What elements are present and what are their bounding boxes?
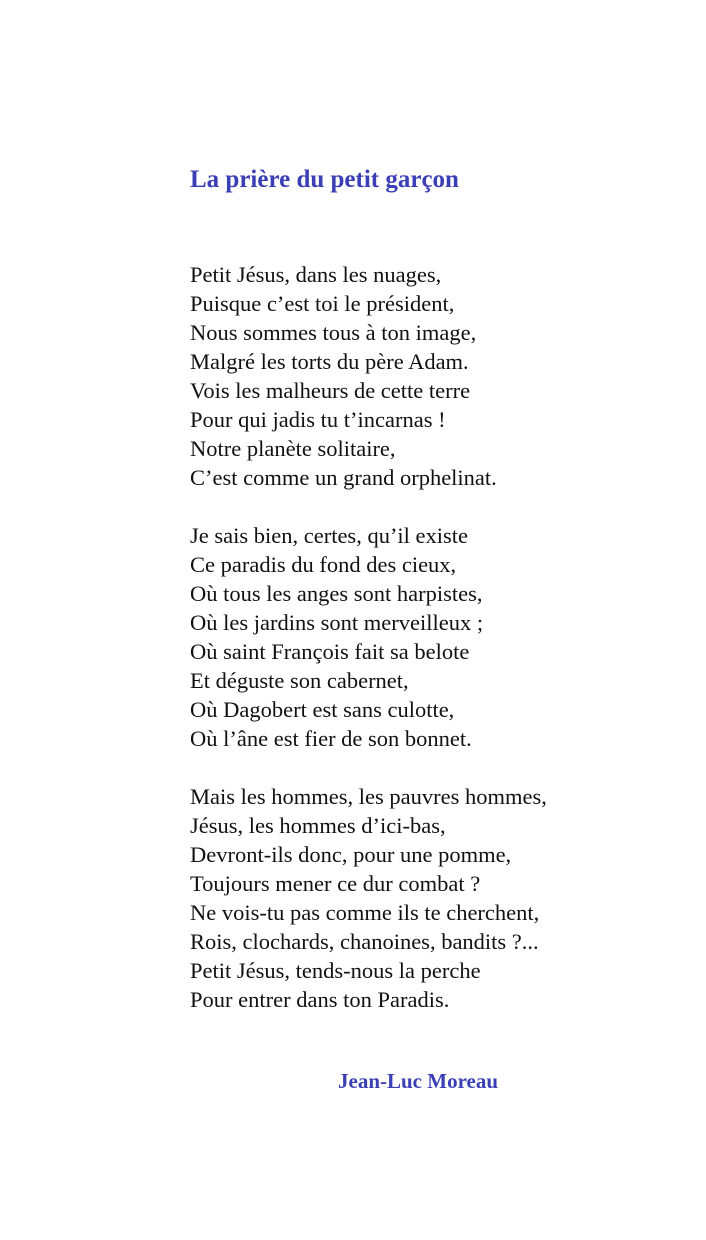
poem-line: Petit Jésus, tends-nous la perche (190, 958, 481, 983)
poem-line: Toujours mener ce dur combat ? (190, 871, 481, 896)
poem-line: Ce paradis du fond des cieux, (190, 552, 457, 577)
poem-line: Où saint François fait sa belote (190, 639, 470, 664)
poem-line: Où les jardins sont merveilleux ; (190, 610, 484, 635)
poem-line: Pour qui jadis tu t’incarnas ! (190, 407, 446, 432)
poem-line: Où l’âne est fier de son bonnet. (190, 726, 472, 751)
poem-author: Jean-Luc Moreau (338, 1069, 499, 1093)
poem-line: Malgré les torts du père Adam. (190, 349, 469, 374)
poem-line: Je sais bien, certes, qu’il existe (190, 523, 469, 548)
stanza-1 (190, 260, 670, 492)
poem-line: Vois les malheurs de cette terre (190, 378, 471, 403)
poem-line: Notre planète solitaire, (190, 436, 396, 461)
poem-line: Et déguste son cabernet, (190, 668, 409, 693)
poem-line: Rois, clochards, chanoines, bandits ?... (190, 929, 539, 954)
stanza-3 (190, 782, 670, 1014)
poem-body (190, 260, 670, 1043)
poem-line: Ne vois-tu pas comme ils te cherchent, (190, 900, 540, 925)
poem-line: Où Dagobert est sans culotte, (190, 697, 455, 722)
poem-line: Pour entrer dans ton Paradis. (190, 987, 450, 1012)
poem-line: Nous sommes tous à ton image, (190, 320, 477, 345)
poem-title: La prière du petit garçon (190, 166, 459, 193)
poem-line: C’est comme un grand orphelinat. (190, 465, 497, 490)
poem-line: Devront-ils donc, pour une pomme, (190, 842, 512, 867)
poem-line: Puisque c’est toi le président, (190, 291, 455, 316)
poem-line: Petit Jésus, dans les nuages, (190, 262, 442, 287)
poem-line: Mais les hommes, les pauvres hommes, (190, 784, 547, 809)
poem-line: Où tous les anges sont harpistes, (190, 581, 483, 606)
stanza-2 (190, 521, 670, 753)
poem-line: Jésus, les hommes d’ici-bas, (190, 813, 446, 838)
